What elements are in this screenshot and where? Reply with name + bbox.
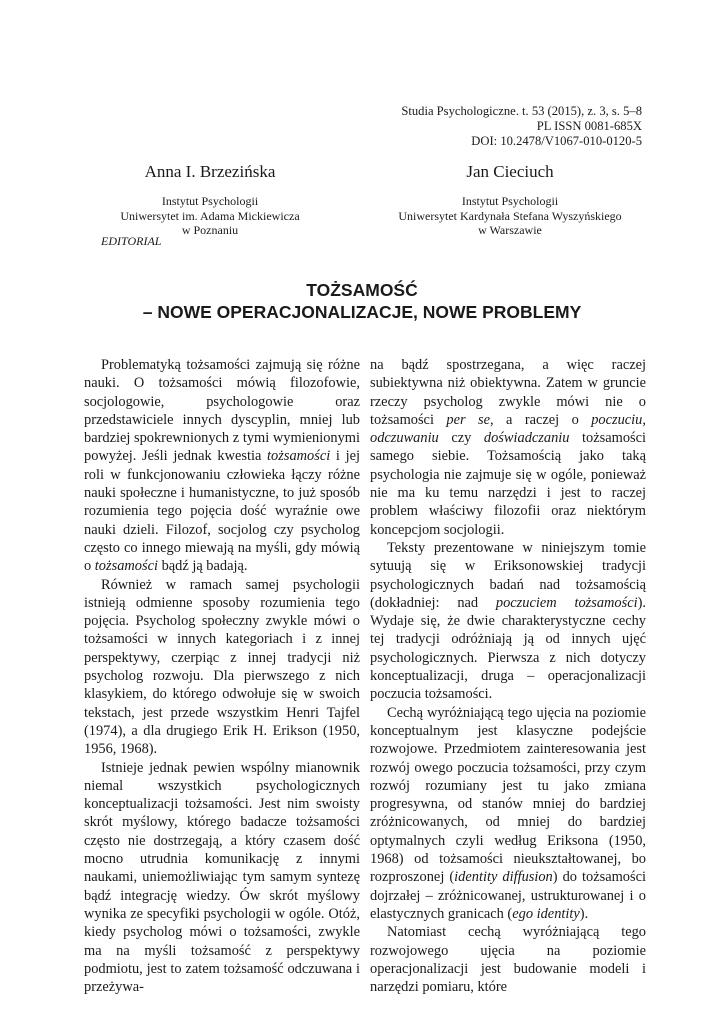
text-run: ). Wydaje się, że dwie charakterystyczne cechy tej tradycji odróżniają ją od innych ujęć psychologicznych. Pierwsza z nich dotyczy konceptualizacji, druga – operacjonalizacji poczucia tożsamości. [370,594,646,703]
body-column-left [84,356,360,996]
text-run: Problematyką tożsamości zajmują się różne nauki. O tożsamości mówią filozofowie, socjologowie, psychologowie oraz przedstawiciele innych dyscyplin, mniej lub bardziej spokrewnionych z tymi wymienionymi powyżej. Jeśli jednak kwestia [84,357,360,465]
article-title [0,279,724,323]
body-paragraph [370,356,646,539]
text-run: Cechą wyróżniającą tego ujęcia na poziomie konceptualnym jest klasyczne podejście rozwojowe. Przedmiotem zainteresowania jest rozwój owego poczucia tożsamości, przy czym rozwój rozumiany jest tu jako zmiana progresywna, od stanów mniej do bardziej zróżnicowanych, od mniej do bardziej optymalnych czyli według Eriksona (1950, 1968) od tożsamości nieukształtowanej, bo rozproszonej ( [370,704,646,886]
text-run: na bądź spostrzegana, a więc raczej subiektywna niż obiektywna. Zatem w gruncie rzeczy psycholog zwykle mówi nie o tożsamości [370,357,646,428]
author-block-2 [390,162,630,238]
author-block-1 [100,162,320,238]
text-run: tożsamości samego siebie. Tożsamością jako taką psychologia nie zajmuje się w ogóle, ponieważ nie ma ku temu narzędzi i jest to raczej problem właściwy filozofii oraz niektórym koncepcjom socjologii. [370,430,646,538]
author-affiliation-line: Instytut Psychologii [161,194,259,208]
text-run: czy [438,430,484,447]
body-paragraph [84,356,360,576]
italic-term: poczuciem tożsamości [495,594,638,611]
text-run: Istnieje jednak pewien wspólny mianownik niemal wszystkich psychologicznych konceptualizacji tożsamości. Jest nim swoisty skrót myślowy, którego badacze tożsamości często nie dostrzegają, a który czasem dość mocno utrudnia komunikację z innymi naukami, uniemożliwiając tym samym syntezę bądź integrację wiedzy. Ów skrót myślowy wynika ze specyfiki psychologii w ogóle. Otóż, kiedy psycholog mówi o tożsamości, zwykle ma na myśli tożsamość z perspektywy podmiotu, jest to zatem tożsamość odczuwana i przeżywa- [84,759,360,996]
body-column-right [370,356,646,996]
italic-term: tożsamości [267,448,331,465]
body-paragraph [84,759,360,997]
italic-term: per se [446,411,490,428]
body-paragraph [84,576,360,759]
italic-term: odczuwaniu [370,430,439,447]
section-label: EDITORIAL [101,234,162,248]
italic-term: identity diffusion [454,869,553,886]
author-affiliation-line: w Warszawie [478,223,542,238]
article-title-line-1: TOŻSAMOŚĆ [306,280,418,300]
author-affiliation-line: Uniwersytet Kardynała Stefana Wyszyńskiego [398,208,622,223]
text-run: Natomiast cechą wyróżniającą tego rozwojowego ujęcia na poziomie operacjonalizacji jest budowanie modeli i narzędzi pomiaru, które [370,924,646,996]
journal-doi: DOI: 10.2478/V1067-010-0120-5 [471,133,642,148]
author-affiliation-line: Instytut Psychologii [461,194,559,208]
journal-issn: PL ISSN 0081-685X [536,118,642,133]
text-run: Również w ramach samej psychologii istnieją odmienne sposoby rozumienia tego pojęcia. Psycholog społeczny zwykle mówi o tożsamości w innych kategoriach i z innej perspektywy, czerpiąc z innej tradycji niż psycholog rozwoju. Dla pierwszego z nich klasykiem, do którego odwołuje się w swoich tekstach, jest przede wszystkim Henri Tajfel (1974), a dla drugiego Erik H. Erikson (1950, 1956, 1968). [84,576,360,758]
italic-term: doświadczaniu [483,430,570,447]
text-run: i jej roli w funkcjonowaniu człowieka łączy różne nauki społeczne i humanistyczne, to już sposób rozumienia tego pojęcia dość wyraźnie owe nauki dzieli. Filozof, socjolog czy psycholog często co innego miewają na myśli, gdy mówią o [84,448,360,575]
italic-term: ego identity [512,905,580,922]
body-paragraph [370,704,646,924]
author-name: Jan Cieciuch [466,162,554,181]
body-paragraph [370,923,646,996]
text-run: , [642,411,646,428]
author-affiliation-line: Uniwersytet im. Adama Mickiewicza [120,208,300,223]
author-affiliation-line: w Poznaniu [181,223,239,238]
author-name: Anna I. Brzezińska [144,162,276,181]
journal-citation-block [401,104,642,148]
text-run: Teksty prezentowane w niniejszym tomie sytuują się w Eriksonowskiej tradycji psychologicznych badań nad tożsamością (dokładniej: nad [370,539,646,611]
text-run: , a raczej o [489,411,592,428]
italic-term: tożsamości [94,558,158,575]
article-title-line-2: – NOWE OPERACJONALIZACJE, NOWE PROBLEMY [142,302,582,322]
text-run: ). [579,905,589,922]
journal-citation: Studia Psychologiczne. t. 53 (2015), z. 3, s. 5–8 [401,104,642,118]
body-paragraph [370,539,646,704]
text-run: bądź ją badają. [157,558,248,575]
text-run: ) do tożsamości dojrzałej – zróżnicowanej, ustrukturowanej i o elastycznych granicach ( [370,869,646,922]
italic-term: poczuciu [591,411,643,428]
